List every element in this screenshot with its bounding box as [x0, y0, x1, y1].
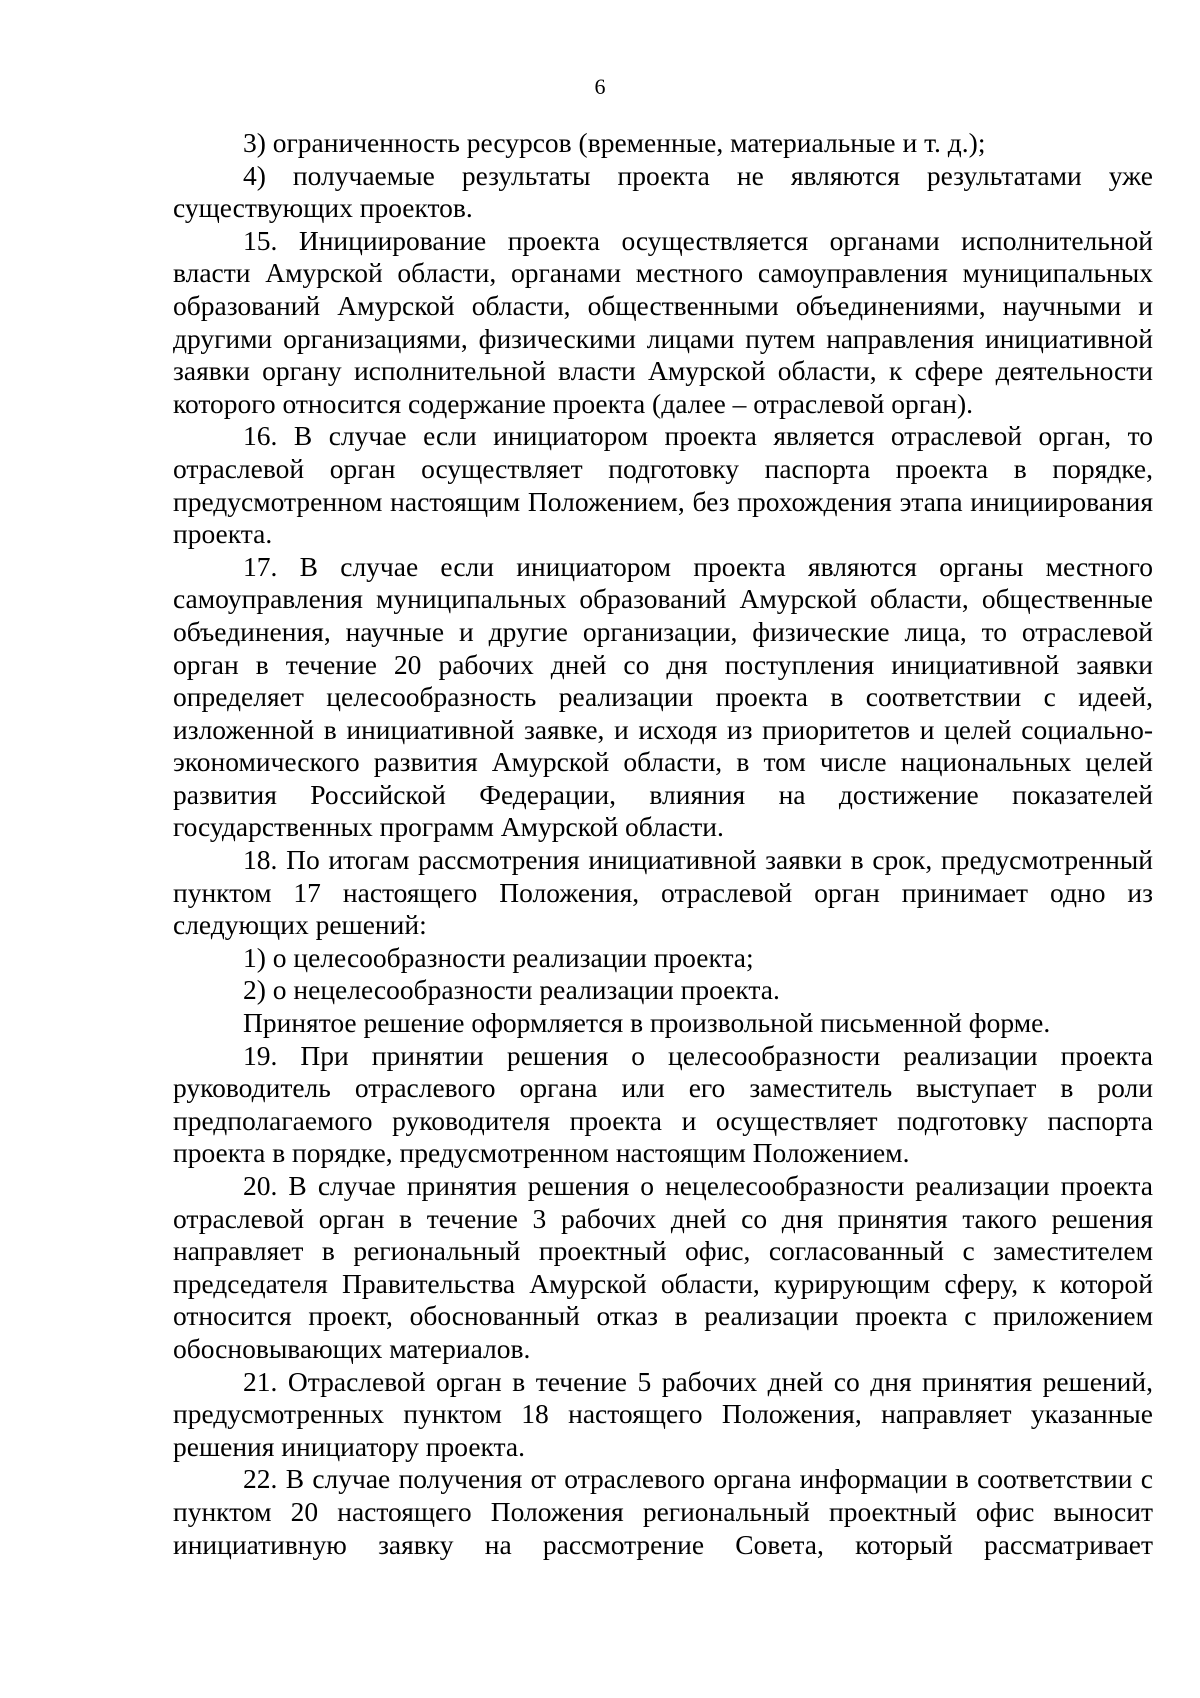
paragraph-21: 21. Отраслевой орган в течение 5 рабочих дней со дня принятия решений, предусмотренных пунктом 18 настоящего Положения, направляет указанные решения инициатору проекта.: [173, 1365, 1153, 1462]
paragraph-17: 17. В случае если инициатором проекта являются органы местного самоуправления муниципальных образований Амурской области, общественные объединения, научные и другие организации, физические лица, то отраслевой орган в течение 20 рабочих дней со дня поступления инициативной заявки определяет целесообразность реализации проекта в соответствии с идеей, изложенной в инициативной заявке, и исходя из приоритетов и целей социально-экономического развития Амурской области, в том числе национальных целей развития Российской Федерации, влияния на достижение показателей государственных программ Амурской области.: [173, 550, 1153, 843]
page-number: 6: [594, 74, 606, 99]
decision-option-1: 1) о целесообразности реализации проекта;: [243, 941, 754, 973]
paragraph-16: 16. В случае если инициатором проекта является отраслевой орган, то отраслевой орган осуществляет подготовку паспорта проекта в порядке, предусмотренном настоящим Положением, без прохождения этапа инициирования проекта.: [173, 420, 1153, 550]
paragraph-18: 18. По итогам рассмотрения инициативной заявки в срок, предусмотренный пунктом 17 настоящего Положения, отраслевой орган принимает одно из следующих решений:: [173, 844, 1153, 941]
decision-option-2: 2) о нецелесообразности реализации проекта.: [243, 974, 780, 1006]
paragraph-19: 19. При принятии решения о целесообразности реализации проекта руководитель отраслевого органа или его заместитель выступает в роли предполагаемого руководителя проекта и осуществляет подготовку паспорта проекта в порядке, предусмотренном настоящим Положением.: [173, 1039, 1153, 1169]
document-body: [173, 127, 1153, 1561]
list-item-4: 4) получаемые результаты проекта не являются результатами уже существующих проектов.: [173, 159, 1153, 224]
decision-form-note: Принятое решение оформляется в произвольной письменной форме.: [243, 1007, 1051, 1039]
paragraph-20: 20. В случае принятия решения о нецелесообразности реализации проекта отраслевой орган в течение 3 рабочих дней со дня принятия такого решения направляет в региональный проектный офис, согласованный с заместителем председателя Правительства Амурской области, курирующим сферу, к которой относится проект, обоснованный отказ в реализации проекта с приложением обосновывающих материалов.: [173, 1170, 1153, 1364]
paragraph-15: 15. Инициирование проекта осуществляется органами исполнительной власти Амурской области, органами местного самоуправления муниципальных образований Амурской области, общественными объединениями, научными и другими организациями, физическими лицами путем направления инициативной заявки органу исполнительной власти Амурской области, к сфере деятельности которого относится содержание проекта (далее – отраслевой орган).: [173, 224, 1153, 419]
paragraph-22: 22. В случае получения от отраслевого органа информации в соответствии с пунктом 20 настоящего Положения региональный проектный офис выносит инициативную заявку на рассмотрение Совета, который рассматривает: [173, 1463, 1153, 1560]
list-item-3: 3) ограниченность ресурсов (временные, материальные и т. д.);: [243, 127, 986, 158]
